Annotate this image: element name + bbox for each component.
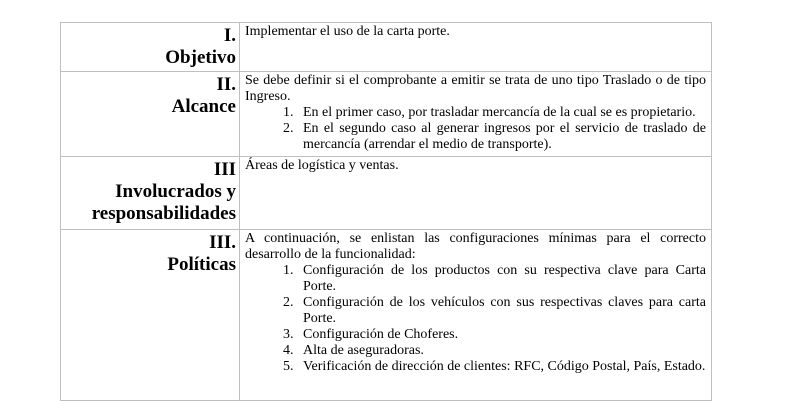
section-title: Objetivo	[165, 47, 236, 68]
list-item: 3. Configuración de Choferes.	[297, 327, 706, 343]
section-number: I.	[223, 25, 236, 46]
list-item: 1. En el primer caso, por trasladar mercancía de la cual se es propietario.	[297, 105, 706, 121]
section-title: Involucrados y responsabilidades	[91, 181, 236, 224]
section-number: III.	[209, 232, 236, 253]
table-row-objetivo	[61, 23, 712, 72]
list-item: 1. Configuración de los productos con su respectiva clave para Carta Porte.	[297, 263, 706, 295]
section-content	[240, 230, 712, 401]
section-title: Políticas	[167, 254, 236, 275]
section-heading	[61, 157, 240, 230]
table-row-alcance	[61, 72, 712, 157]
list-item: 2. En el segundo caso al generar ingresos por el servicio de traslado de mercancía (arrendar el medio de transporte).	[297, 121, 706, 153]
section-text: A continuación, se enlistan las configuraciones mínimas para el correcto desarrollo de la funcionalidad:	[245, 231, 706, 262]
list-item: 5. Verificación de dirección de clientes: RFC, Código Postal, País, Estado.	[297, 359, 706, 375]
section-number: II.	[216, 74, 236, 95]
section-text: Implementar el uso de la carta porte.	[245, 24, 450, 39]
section-heading	[61, 72, 240, 157]
section-heading	[61, 23, 240, 72]
table-row-involucrados	[61, 157, 712, 230]
section-content	[240, 23, 712, 72]
policy-table	[60, 22, 712, 401]
section-text: Áreas de logística y ventas.	[245, 158, 399, 173]
list-item: 4. Alta de aseguradoras.	[297, 343, 706, 359]
list-item: 2. Configuración de los vehículos con sus respectivas claves para carta Porte.	[297, 295, 706, 327]
section-content	[240, 72, 712, 157]
numbered-list	[245, 105, 706, 153]
table-row-politicas	[61, 230, 712, 401]
section-content	[240, 157, 712, 230]
numbered-list	[245, 263, 706, 375]
section-heading	[61, 230, 240, 401]
section-text: Se debe definir si el comprobante a emitir se trata de uno tipo Traslado o de tipo Ingreso.	[245, 73, 706, 104]
section-number: III	[213, 159, 236, 180]
section-title: Alcance	[171, 96, 236, 117]
